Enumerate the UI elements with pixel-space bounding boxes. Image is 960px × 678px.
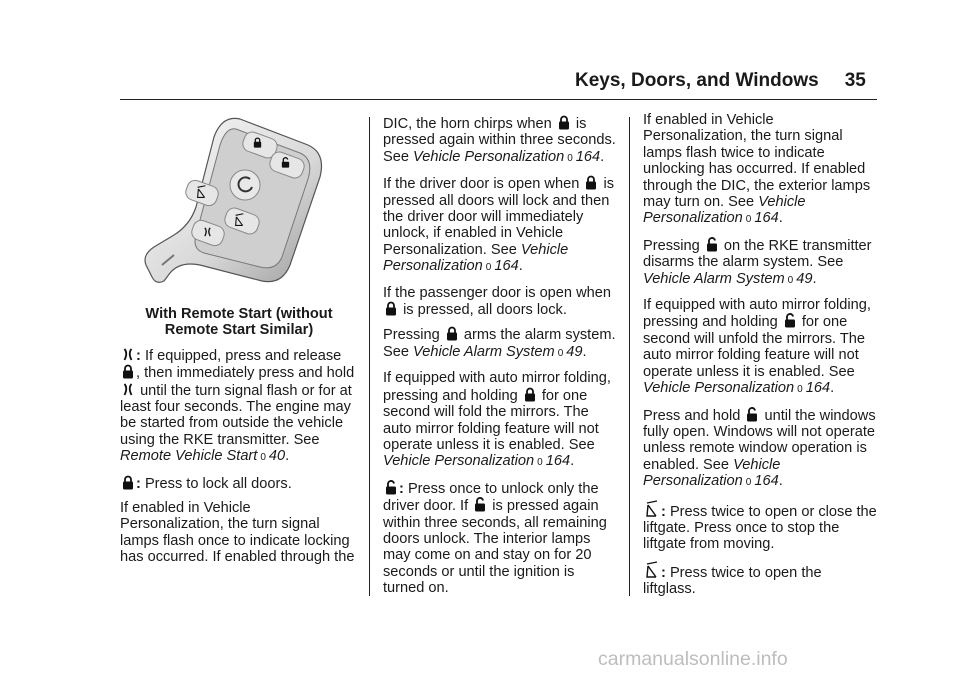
reference-arrow-icon: 0 [745, 214, 752, 226]
liftglass-paragraph: : Press twice to open the liftglass. [643, 561, 878, 598]
body-paragraph: Pressing arms the alarm system. See Vehicle Alarm System 0 49. [383, 326, 618, 362]
body-paragraph: If the driver door is open when is pressed all doors will lock and then the driver door will immediately unlock, if enabled in Vehicle Personalization. See Vehicle Personalization 0 164. [383, 175, 618, 276]
body-paragraph: : Press once to unlock only the driver door. If is pressed again within three seconds, all remaining doors unlock. The interior lamps may come on and stay on for 20 seconds or until the ignition is turned on. [383, 480, 607, 597]
page-number: 35 [844, 70, 866, 91]
figure-caption: With Remote Start (without Remote Start Similar) [145, 306, 333, 339]
cross-reference: Vehicle Personalization [643, 456, 781, 490]
cross-reference: Vehicle Alarm System [643, 270, 785, 287]
lock-icon [122, 364, 134, 379]
unlock-icon [746, 407, 758, 422]
watermark: carmanualsonline.info [598, 648, 788, 670]
unlock-icon [784, 313, 796, 328]
lock-icon [524, 387, 536, 402]
cross-reference: Vehicle Alarm System [413, 343, 555, 360]
cross-reference: Vehicle Personalization [643, 194, 806, 227]
page-reference: 164 [754, 473, 779, 490]
body-paragraph: DIC, the horn chirps when is pressed again within three seconds. See Vehicle Personalization 0 164. [383, 115, 618, 167]
body-paragraph: If enabled in Vehicle Personalization, the turn signal lamps flash once to indicate locking has occurred. If enabled through the [120, 500, 355, 566]
body-paragraph: Pressing on the RKE transmitter disarms the alarm system. See Vehicle Alarm System 0 49. [643, 237, 878, 289]
liftglass-icon [645, 561, 659, 579]
page-reference: 164 [805, 380, 831, 397]
remote-start-icon [122, 347, 134, 362]
lock-icon [385, 301, 397, 316]
page-reference: 49 [566, 343, 583, 360]
reference-arrow-icon: 0 [567, 152, 573, 164]
column-divider [629, 117, 630, 596]
unlock-icon [474, 497, 486, 512]
unlock-icon [385, 480, 397, 495]
page-reference: 164 [754, 210, 779, 227]
remote-start-icon [122, 382, 134, 397]
header-rule [120, 99, 877, 100]
section-title: Keys, Doors, and Windows [575, 70, 819, 91]
reference-arrow-icon: 0 [557, 347, 564, 359]
column-1 [120, 306, 358, 574]
reference-arrow-icon: 0 [787, 274, 794, 286]
cross-reference: Remote Vehicle Start [120, 448, 258, 465]
cross-reference: Vehicle Personalization [643, 380, 795, 397]
body-paragraph: If enabled in Vehicle Personalization, the turn signal lamps flash twice to indicate unlocking has occurred. If enabled through the DIC, the exterior lamps may turn on. See Vehicle Personalization 0 164. [643, 112, 878, 229]
unlock-icon [706, 237, 718, 252]
lock-paragraph: : Press to lock all doors. [120, 475, 358, 492]
lock-icon [446, 326, 458, 341]
page-reference: 164 [575, 148, 601, 165]
column-3 [643, 112, 878, 606]
page-reference: 40 [268, 448, 286, 465]
column-divider [369, 117, 370, 596]
page-reference: 164 [545, 453, 571, 470]
reference-arrow-icon: 0 [485, 262, 492, 274]
liftgate-icon [645, 500, 659, 518]
body-paragraph: If equipped with auto mirror folding, pressing and holding for one second will fold the mirrors. The auto mirror folding feature will not operate unless it is enabled. See Vehicle Personalization 0 164. [383, 370, 618, 471]
reference-arrow-icon: 0 [797, 384, 803, 396]
lock-icon [122, 475, 134, 490]
column-2 [383, 115, 618, 605]
body-paragraph: If equipped with auto mirror folding, pressing and holding for one second will unfold the mirrors. The auto mirror folding feature will not operate unless it is enabled. See Vehicle Personalization 0 164. [643, 297, 878, 398]
page-reference: 164 [494, 258, 519, 275]
cross-reference: Vehicle Personalization [383, 453, 535, 470]
remote-start-paragraph: : If equipped, press and release , then immediately press and hold until the turn signal flash or for at least four seconds. The engine may be started from outside the vehicle using the RKE transmitter. See Remote Vehicle Start 0 40. [120, 347, 358, 467]
lock-icon [585, 175, 597, 190]
body-paragraph: Press and hold until the windows fully open. Windows will not operate unless remote window operation is enabled. See Vehicle Personalization 0 164. [643, 407, 878, 492]
body-paragraph: If the passenger door is open when is pressed, all doors lock. [383, 284, 611, 319]
lock-icon [558, 115, 570, 130]
reference-arrow-icon: 0 [745, 477, 752, 489]
cross-reference: Vehicle Personalization [383, 241, 569, 275]
reference-arrow-icon: 0 [260, 452, 266, 464]
key-fob-illustration [140, 115, 340, 300]
liftgate-paragraph: : Press twice to open or close the liftgate. Press once to stop the liftgate from moving. [643, 500, 878, 553]
reference-arrow-icon: 0 [537, 457, 543, 469]
page-reference: 49 [796, 270, 813, 287]
page-header [575, 70, 866, 92]
cross-reference: Vehicle Personalization [413, 148, 565, 165]
